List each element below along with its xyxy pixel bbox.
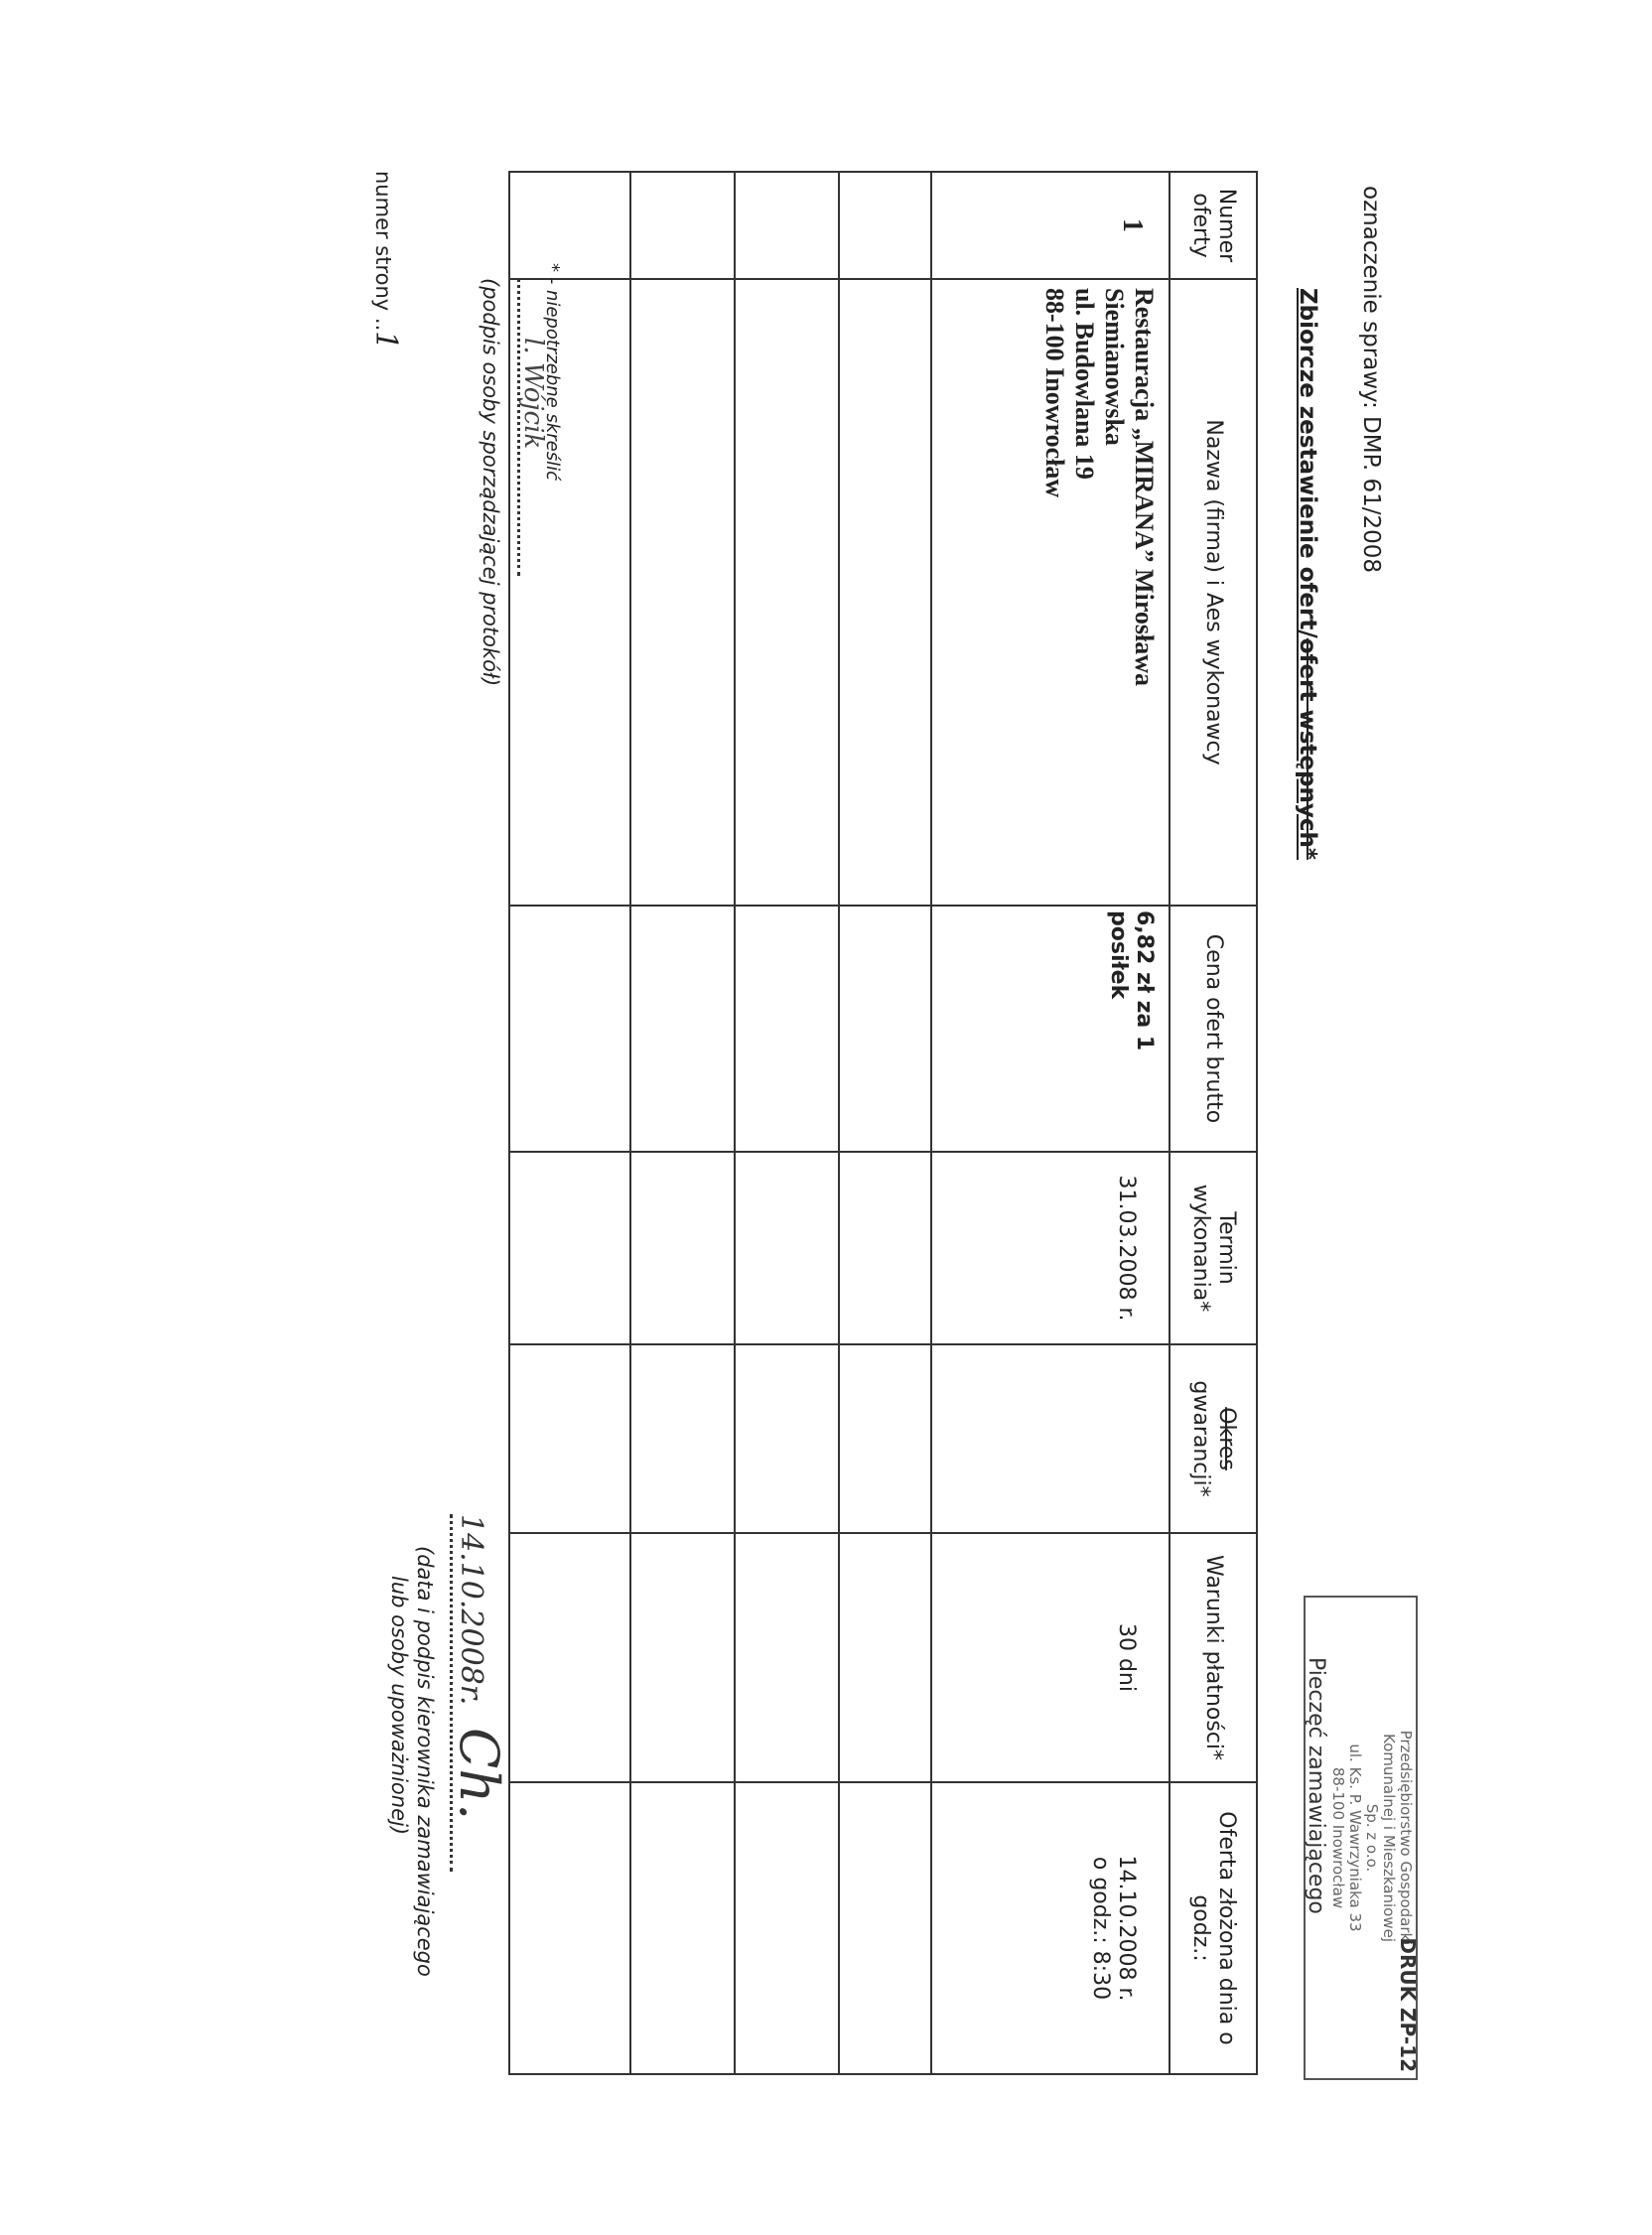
offers-table	[508, 171, 1258, 2075]
warranty-label: gwarancji*	[1188, 1380, 1213, 1497]
stamp-line: 88-100 Inowrocław	[1329, 1766, 1347, 1909]
manager-signature: Ch.	[448, 1728, 510, 1821]
offer-term: 31.03.2008 r.	[931, 1152, 1170, 1344]
contractor-name	[931, 279, 1170, 906]
col-number: Numer oferty	[1170, 172, 1257, 279]
preparer-caption: (podpis osoby sporządzającej protokół)	[479, 278, 502, 687]
manager-caption-2: lub osoby upoważnionej)	[387, 1576, 411, 1836]
col-name: Nazwa (firma) i Aes wykonawcy	[1170, 279, 1257, 906]
case-reference: oznaczenie sprawy: DMP. 61/2008	[1358, 186, 1384, 574]
warranty-struck: Okres	[1214, 1407, 1239, 1470]
col-price: Cena ofert brutto	[1170, 906, 1257, 1152]
page-label: numer strony ..	[371, 171, 395, 332]
name-line: 88-100 Inowrocław	[1040, 288, 1069, 498]
stamp-line: ul. Ks. P. Wawrzyniaka 33	[1346, 1744, 1364, 1932]
col-payment: Warunki płatności*	[1170, 1533, 1257, 1782]
form-id: DRUK ZP-12	[1396, 1937, 1420, 2072]
preparer-signature: l. Wójcik	[518, 338, 548, 450]
name-line: Restauracja „MIRANA” Mirosława	[1130, 288, 1159, 687]
table-header-row	[1170, 172, 1257, 2074]
signature-line	[450, 1514, 453, 1872]
name-line: Siemianowska	[1100, 288, 1129, 446]
offer-payment: 30 dni	[931, 1533, 1170, 1782]
stamp-line: Komunalnej i Mieszkaniowej	[1380, 1733, 1398, 1942]
table-row	[931, 172, 1170, 2074]
signature-line	[517, 278, 520, 576]
stamp-line: Sp. z o.o.	[1363, 1803, 1381, 1873]
page-number	[368, 171, 403, 349]
manager-caption: (data i podpis kierownika zamawiającego	[413, 1546, 437, 1977]
empty-row	[735, 172, 839, 2074]
title-main: Zbiorcze zestawienie ofert/	[1295, 288, 1320, 638]
stamp-line: Przedsiębiorstwo Gospodarki	[1397, 1730, 1415, 1946]
footnote: * - niepotrzebne skreślić	[542, 263, 563, 482]
stamp-caption: Pieczęć zamawiającego	[1304, 1657, 1328, 1914]
col-term: Termin wykonania*	[1170, 1152, 1257, 1344]
col-submitted: Oferta złożona dnia o godz.:	[1170, 1782, 1257, 2074]
empty-row	[630, 172, 735, 2074]
offer-price: 6,82 zł za 1 posiłek	[931, 906, 1170, 1152]
offer-submitted	[931, 1782, 1170, 2074]
name-line: ul. Budowlana 19	[1070, 288, 1099, 480]
submitted-time: o godz.: 8:30	[1088, 1856, 1113, 2001]
page-number-value: 1	[368, 331, 403, 350]
empty-row	[839, 172, 931, 2074]
title-struck: ofert wstępnych*	[1295, 637, 1320, 860]
document-title	[1295, 288, 1320, 860]
orderer-stamp	[1304, 1596, 1418, 2080]
offer-number: 1	[931, 172, 1170, 279]
handwritten-date: 14.10.2008r.	[454, 1514, 488, 1706]
offer-warranty	[931, 1344, 1170, 1533]
col-warranty	[1170, 1344, 1257, 1533]
submitted-date: 14.10.2008 r.	[1114, 1855, 1139, 2002]
empty-row	[509, 172, 630, 2074]
